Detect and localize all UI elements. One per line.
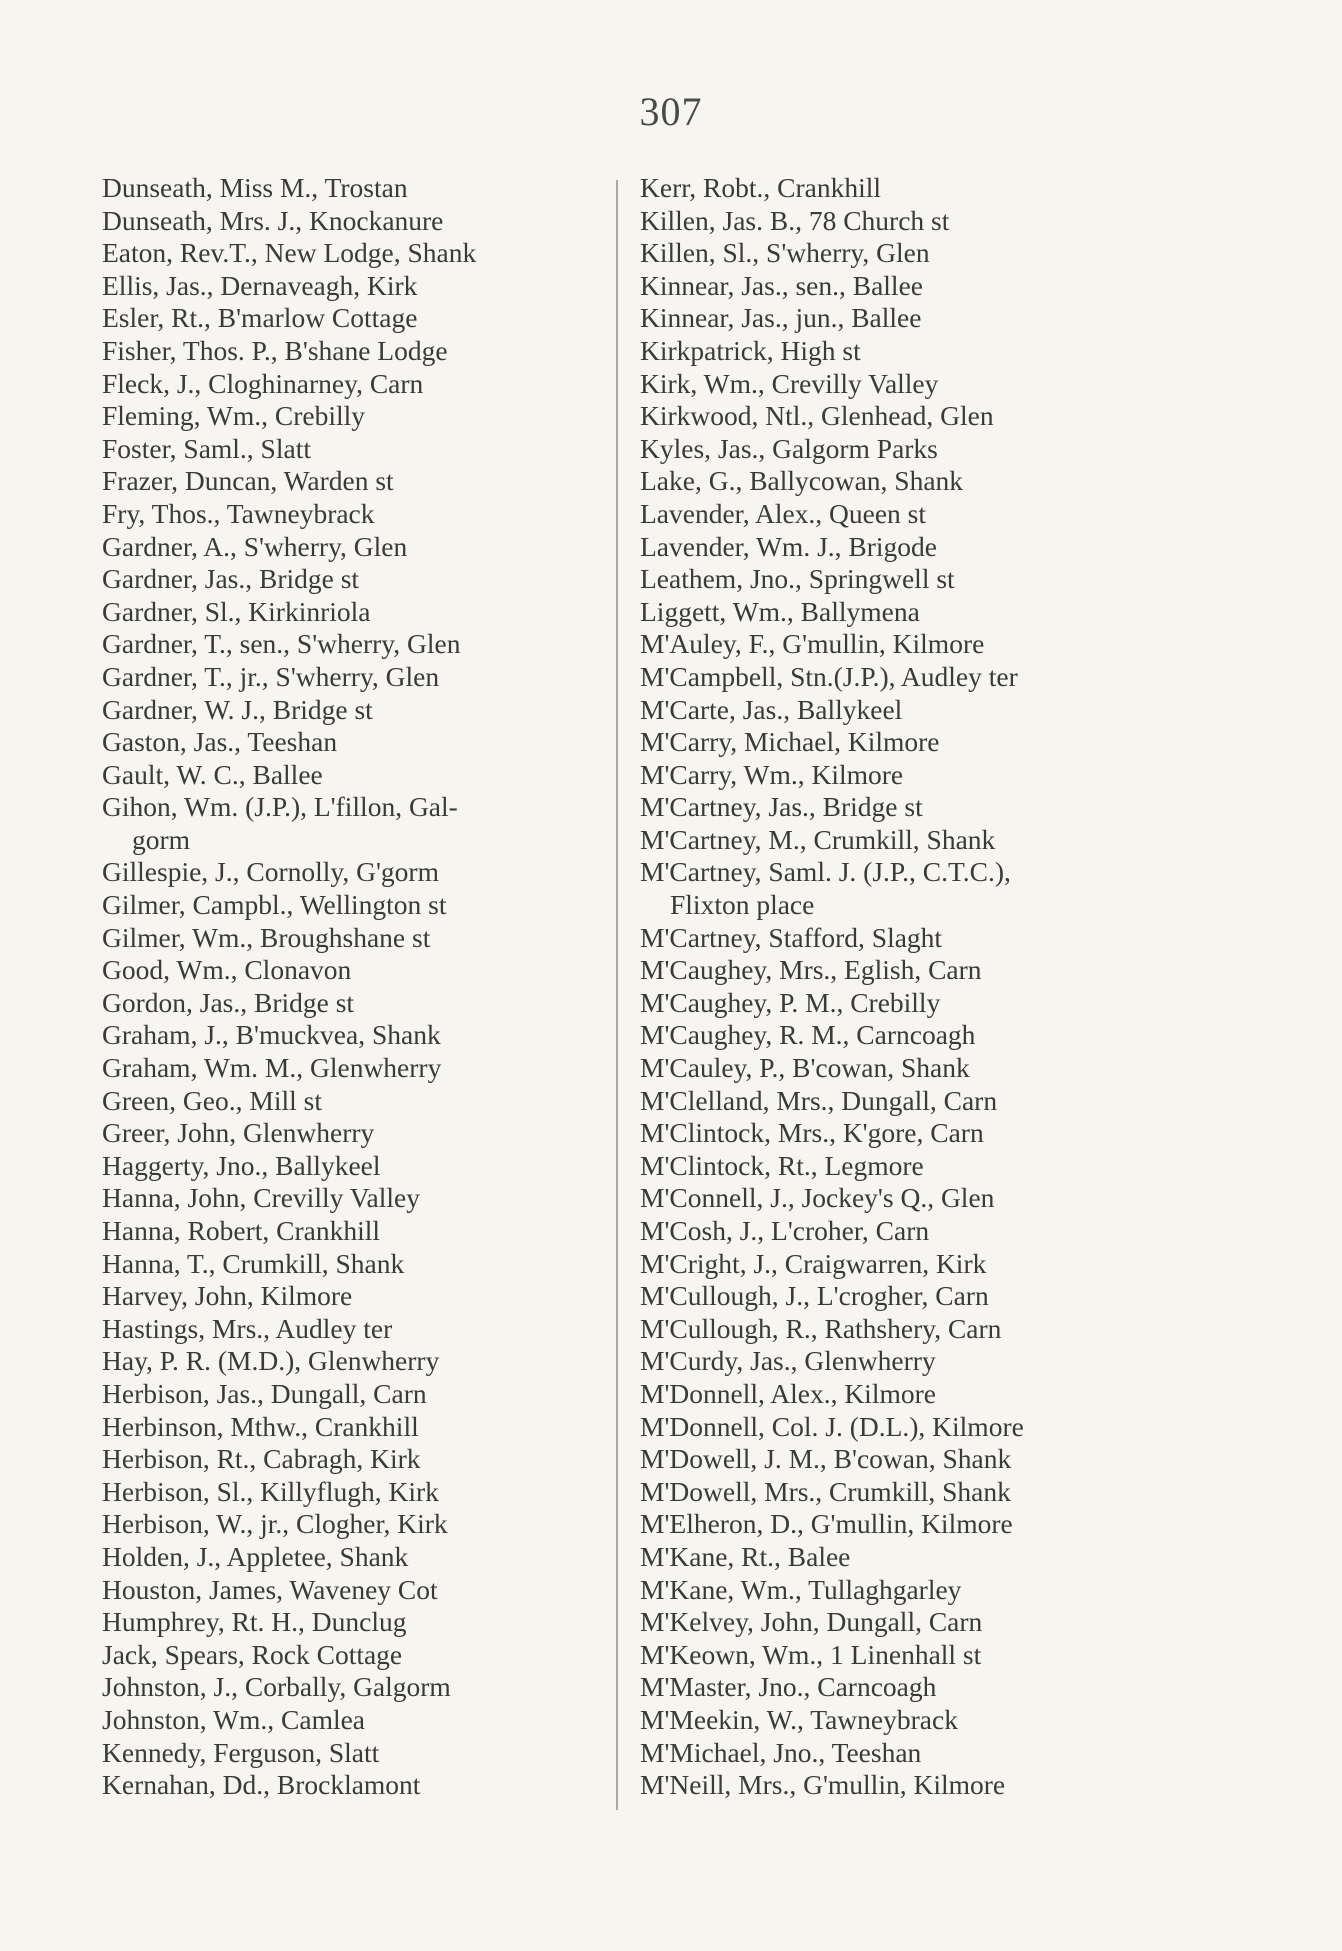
directory-entry: M'Caughey, R. M., Carncoagh <box>640 1019 976 1051</box>
directory-entry: Ellis, Jas., Dernaveagh, Kirk <box>102 269 418 301</box>
directory-entry: Killen, Sl., S'wherry, Glen <box>640 237 930 269</box>
directory-entry: Hanna, T., Crumkill, Shank <box>102 1247 405 1279</box>
directory-entry: Dunseath, Miss M., Trostan <box>102 172 408 203</box>
directory-entry: Hay, P. R. (M.D.), Glenwherry <box>102 1345 440 1377</box>
directory-entry: M'Elheron, D., G'mullin, Kilmore <box>640 1508 1013 1540</box>
directory-entry: Kyles, Jas., Galgorm Parks <box>640 432 938 464</box>
directory-entry: Gordon, Jas., Bridge st <box>102 986 355 1018</box>
directory-entry: Kennedy, Ferguson, Slatt <box>102 1736 380 1768</box>
directory-entry: Kernahan, Dd., Brocklamont <box>102 1769 421 1801</box>
directory-entry: Gardner, Jas., Bridge st <box>102 563 360 595</box>
directory-entry: Humphrey, Rt. H., Dunclug <box>102 1606 407 1638</box>
directory-entry: Green, Geo., Mill st <box>102 1084 322 1116</box>
directory-entry: Lavender, Alex., Queen st <box>640 497 927 529</box>
directory-entry: Graham, J., B'muckvea, Shank <box>102 1019 441 1051</box>
column-divider <box>616 180 618 1810</box>
directory-entry: Good, Wm., Clonavon <box>102 954 352 986</box>
directory-entry: M'Cauley, P., B'cowan, Shank <box>640 1052 970 1084</box>
directory-entry: Kirkpatrick, High st <box>640 334 861 366</box>
directory-entry: M'Kane, Wm., Tullaghgarley <box>640 1573 962 1605</box>
directory-entry: Herbinson, Mthw., Crankhill <box>102 1410 419 1442</box>
directory-entry: M'Clintock, Rt., Legmore <box>640 1149 924 1181</box>
directory-entry: Greer, John, Glenwherry <box>102 1117 375 1149</box>
directory-entry: Gilmer, Campbl., Wellington st <box>102 889 447 921</box>
directory-entry: Houston, James, Waveney Cot <box>102 1573 438 1605</box>
directory-entry: Johnston, Wm., Camlea <box>102 1703 366 1735</box>
directory-entry: Esler, Rt., B'marlow Cottage <box>102 302 418 334</box>
directory-entry: Gault, W. C., Ballee <box>102 758 323 790</box>
directory-entry: Gardner, W. J., Bridge st <box>102 693 373 725</box>
directory-entry: Fleming, Wm., Crebilly <box>102 400 366 432</box>
directory-entry: M'Master, Jno., Carncoagh <box>640 1671 937 1703</box>
directory-entry: M'Michael, Jno., Teeshan <box>640 1736 922 1768</box>
directory-entry: M'Caughey, Mrs., Eglish, Carn <box>640 954 982 986</box>
directory-entry: M'Auley, F., G'mullin, Kilmore <box>640 628 985 660</box>
directory-entry: Leathem, Jno., Springwell st <box>640 563 955 595</box>
directory-entry: Kirk, Wm., Crevilly Valley <box>640 367 939 399</box>
directory-column-right <box>630 172 1280 1802</box>
directory-entry: M'Carry, Michael, Kilmore <box>640 726 940 758</box>
directory-entry: M'Carry, Wm., Kilmore <box>640 758 904 790</box>
directory-column-left <box>102 172 602 1802</box>
directory-entry: M'Cullough, R., Rathshery, Carn <box>640 1312 1002 1344</box>
directory-entry: Kinnear, Jas., jun., Ballee <box>640 302 922 334</box>
directory-entry: Herbison, Sl., Killyflugh, Kirk <box>102 1475 439 1507</box>
directory-entry: Kinnear, Jas., sen., Ballee <box>640 269 923 301</box>
directory-entry: Gardner, T., jr., S'wherry, Glen <box>102 660 440 692</box>
directory-entry-continuation: Flixton place <box>670 889 815 921</box>
directory-entry: Fisher, Thos. P., B'shane Lodge <box>102 334 448 366</box>
directory-entry: M'Cartney, Jas., Bridge st <box>640 791 923 823</box>
directory-entry: Gilmer, Wm., Broughshane st <box>102 921 431 953</box>
directory-entry: Kerr, Robt., Crankhill <box>640 172 882 203</box>
directory-entry: Lavender, Wm. J., Brigode <box>640 530 937 562</box>
directory-entry: Herbison, Jas., Dungall, Carn <box>102 1377 427 1409</box>
directory-entry: Fry, Thos., Tawneybrack <box>102 497 375 529</box>
directory-entry: M'Kelvey, John, Dungall, Carn <box>640 1606 983 1638</box>
directory-entry: Gillespie, J., Cornolly, G'gorm <box>102 856 439 888</box>
directory-entry: M'Keown, Wm., 1 Linenhall st <box>640 1638 982 1670</box>
directory-entry: M'Cartney, Stafford, Slaght <box>640 921 943 953</box>
directory-entry: M'Connell, J., Jockey's Q., Glen <box>640 1182 995 1214</box>
directory-entry: Gardner, Sl., Kirkinriola <box>102 595 371 627</box>
directory-entry: Gihon, Wm. (J.P.), L'fillon, Gal- <box>102 791 458 823</box>
directory-entry: M'Cright, J., Craigwarren, Kirk <box>640 1247 987 1279</box>
directory-entry: M'Cartney, M., Crumkill, Shank <box>640 823 996 855</box>
directory-entry: Hastings, Mrs., Audley ter <box>102 1312 393 1344</box>
directory-entry: M'Cartney, Saml. J. (J.P., C.T.C.), <box>640 856 1011 888</box>
directory-entry: Kirkwood, Ntl., Glenhead, Glen <box>640 400 994 432</box>
directory-entry: M'Donnell, Col. J. (D.L.), Kilmore <box>640 1410 1024 1442</box>
directory-entry: Holden, J., Appletee, Shank <box>102 1540 409 1572</box>
directory-entry: M'Carte, Jas., Ballykeel <box>640 693 903 725</box>
directory-entry: Foster, Saml., Slatt <box>102 432 311 464</box>
directory-entry: M'Dowell, J. M., B'cowan, Shank <box>640 1443 1012 1475</box>
directory-entry: Graham, Wm. M., Glenwherry <box>102 1052 442 1084</box>
directory-entry: Gardner, A., S'wherry, Glen <box>102 530 408 562</box>
directory-entry: Johnston, J., Corbally, Galgorm <box>102 1671 451 1703</box>
directory-entry: M'Cullough, J., L'crogher, Carn <box>640 1280 989 1312</box>
directory-entry: Jack, Spears, Rock Cottage <box>102 1638 403 1670</box>
directory-entry: M'Cosh, J., L'croher, Carn <box>640 1215 930 1246</box>
directory-entry: M'Campbell, Stn.(J.P.), Audley ter <box>640 660 1018 692</box>
directory-entry-continuation: gorm <box>132 823 191 855</box>
directory-entry: Gardner, T., sen., S'wherry, Glen <box>102 628 461 660</box>
directory-entry: Dunseath, Mrs. J., Knockanure <box>102 204 444 236</box>
directory-entry: M'Clelland, Mrs., Dungall, Carn <box>640 1084 998 1116</box>
directory-entry: Hanna, John, Crevilly Valley <box>102 1182 420 1214</box>
directory-entry: Fleck, J., Cloghinarney, Carn <box>102 367 424 399</box>
directory-entry: M'Donnell, Alex., Kilmore <box>640 1377 936 1409</box>
directory-entry: Eaton, Rev.T., New Lodge, Shank <box>102 237 477 269</box>
directory-entry: Lake, G., Ballycowan, Shank <box>640 465 964 497</box>
directory-entry: Herbison, W., jr., Clogher, Kirk <box>102 1508 448 1540</box>
directory-entry: M'Kane, Rt., Balee <box>640 1540 851 1572</box>
directory-entry: M'Caughey, P. M., Crebilly <box>640 986 941 1018</box>
directory-entry: Gaston, Jas., Teeshan <box>102 726 338 758</box>
directory-entry: Liggett, Wm., Ballymena <box>640 595 920 627</box>
directory-entry: Hanna, Robert, Crankhill <box>102 1215 380 1246</box>
directory-entry: Harvey, John, Kilmore <box>102 1280 353 1312</box>
directory-entry: M'Clintock, Mrs., K'gore, Carn <box>640 1117 984 1149</box>
directory-entry: M'Dowell, Mrs., Crumkill, Shank <box>640 1475 1011 1507</box>
directory-entry: Herbison, Rt., Cabragh, Kirk <box>102 1443 421 1475</box>
directory-entry: M'Meekin, W., Tawneybrack <box>640 1703 958 1735</box>
directory-entry: M'Curdy, Jas., Glenwherry <box>640 1345 936 1377</box>
directory-entry: Frazer, Duncan, Warden st <box>102 465 394 497</box>
page-number: 307 <box>639 89 703 134</box>
directory-entry: M'Neill, Mrs., G'mullin, Kilmore <box>640 1769 1006 1801</box>
directory-entry: Killen, Jas. B., 78 Church st <box>640 204 950 236</box>
directory-entry: Haggerty, Jno., Ballykeel <box>102 1149 381 1181</box>
